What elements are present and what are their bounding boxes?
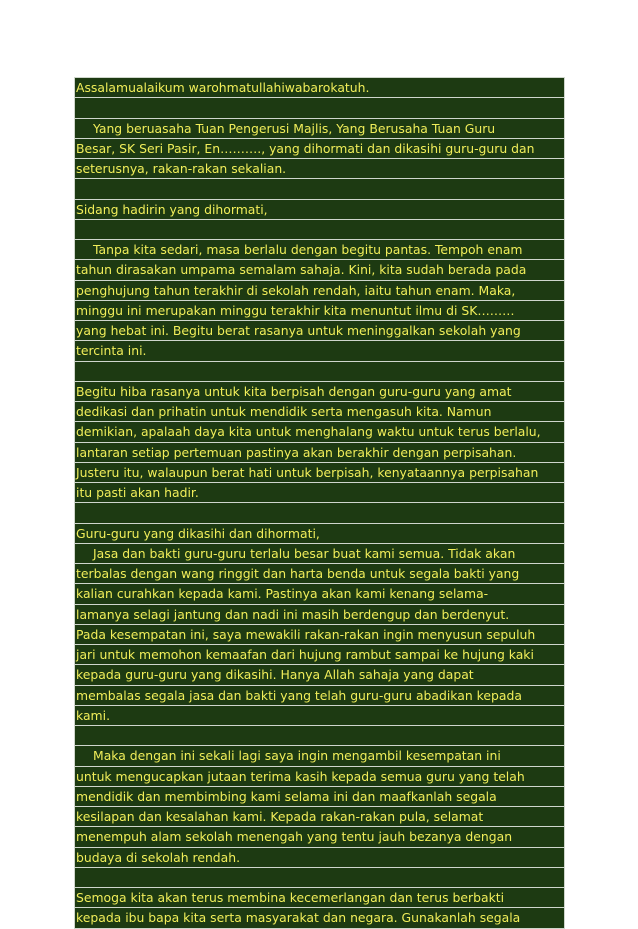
speech-text-block xyxy=(74,77,565,929)
text-line: yang hebat ini. Begitu berat rasanya untuk meninggalkan sekolah yang xyxy=(75,321,564,341)
text-line: dedikasi dan prihatin untuk mendidik serta mengasuh kita. Namun xyxy=(75,402,564,422)
text-line: minggu ini merupakan minggu terakhir kita menuntut ilmu di SK……… xyxy=(75,301,564,321)
text-line: Guru-guru yang dikasihi dan dihormati, xyxy=(75,524,564,544)
text-line: kami. xyxy=(75,706,564,726)
text-line xyxy=(75,179,564,199)
text-line: menempuh alam sekolah menengah yang tentu jauh bezanya dengan xyxy=(75,827,564,847)
text-line: seterusnya, rakan-rakan sekalian. xyxy=(75,159,564,179)
text-line: Begitu hiba rasanya untuk kita berpisah dengan guru-guru yang amat xyxy=(75,382,564,402)
text-line xyxy=(75,726,564,746)
text-line: kesilapan dan kesalahan kami. Kepada rakan-rakan pula, selamat xyxy=(75,807,564,827)
text-line: mendidik dan membimbing kami selama ini dan maafkanlah segala xyxy=(75,787,564,807)
text-line: penghujung tahun terakhir di sekolah rendah, iaitu tahun enam. Maka, xyxy=(75,281,564,301)
text-line: Jasa dan bakti guru-guru terlalu besar buat kami semua. Tidak akan xyxy=(75,544,564,564)
text-line: membalas segala jasa dan bakti yang telah guru-guru abadikan kepada xyxy=(75,686,564,706)
text-line xyxy=(75,220,564,240)
text-line: untuk mengucapkan jutaan terima kasih kepada semua guru yang telah xyxy=(75,767,564,787)
text-line: kepada guru-guru yang dikasihi. Hanya Allah sahaja yang dapat xyxy=(75,665,564,685)
text-line: Justeru itu, walaupun berat hati untuk berpisah, kenyataannya perpisahan xyxy=(75,463,564,483)
text-line: Semoga kita akan terus membina kecemerlangan dan terus berbakti xyxy=(75,888,564,908)
text-line: Yang beruasaha Tuan Pengerusi Majlis, Yang Berusaha Tuan Guru xyxy=(75,119,564,139)
text-line: jari untuk memohon kemaafan dari hujung rambut sampai ke hujung kaki xyxy=(75,645,564,665)
text-line: Sidang hadirin yang dihormati, xyxy=(75,200,564,220)
text-line: itu pasti akan hadir. xyxy=(75,483,564,503)
text-line xyxy=(75,868,564,888)
text-line: Assalamualaikum warohmatullahiwabarokatuh. xyxy=(75,78,564,98)
text-line xyxy=(75,362,564,382)
text-line: tahun dirasakan umpama semalam sahaja. Kini, kita sudah berada pada xyxy=(75,260,564,280)
text-line: terbalas dengan wang ringgit dan harta benda untuk segala bakti yang xyxy=(75,564,564,584)
text-line: Besar, SK Seri Pasir, En………., yang dihormati dan dikasihi guru-guru dan xyxy=(75,139,564,159)
text-line: Tanpa kita sedari, masa berlalu dengan begitu pantas. Tempoh enam xyxy=(75,240,564,260)
text-line: demikian, apalaah daya kita untuk menghalang waktu untuk terus berlalu, xyxy=(75,422,564,442)
text-line: Maka dengan ini sekali lagi saya ingin mengambil kesempatan ini xyxy=(75,746,564,766)
text-line xyxy=(75,98,564,118)
text-line xyxy=(75,503,564,523)
text-line: budaya di sekolah rendah. xyxy=(75,848,564,868)
text-line: kepada ibu bapa kita serta masyarakat dan negara. Gunakanlah segala xyxy=(75,908,564,928)
text-line: tercinta ini. xyxy=(75,341,564,361)
text-line: lamanya selagi jantung dan nadi ini masih berdengup dan berdenyut. xyxy=(75,605,564,625)
text-line: lantaran setiap pertemuan pastinya akan berakhir dengan perpisahan. xyxy=(75,443,564,463)
text-line: kalian curahkan kepada kami. Pastinya akan kami kenang selama- xyxy=(75,584,564,604)
text-line: Pada kesempatan ini, saya mewakili rakan-rakan ingin menyusun sepuluh xyxy=(75,625,564,645)
